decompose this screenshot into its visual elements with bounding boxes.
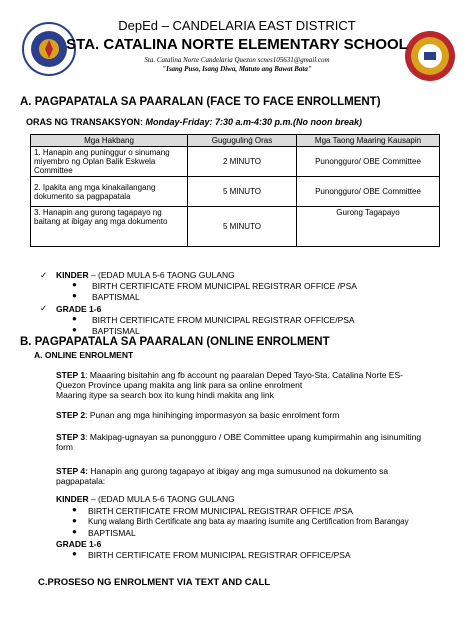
school-address: Sta. Catalina Norte Candelaria Quezon scnes105631@gmail.com bbox=[144, 56, 330, 64]
bullet-icon: ● bbox=[72, 516, 77, 525]
step-4: STEP 4: Hanapin ang gurong tagapayo at ibigay ang mga sumusunod na dokumento sa bbox=[56, 466, 389, 476]
transaction-hours: ORAS NG TRANSAKSYON: Monday-Friday: 7:30 a.m-4:30 p.m.(No noon break) bbox=[26, 117, 363, 127]
list-item: BIRTH CERTIFICATE FROM MUNICIPAL REGISTRAR OFFICE /PSA bbox=[88, 506, 353, 516]
table-cell: 2. Ipakita ang mga kinakailangang dokumento sa pagpapatala bbox=[31, 177, 188, 207]
step-1: STEP 1: Maaaring bisitahin ang fb account ng paaralan Deped Tayo-Sta. Catalina Norte ES- bbox=[56, 370, 403, 380]
table-cell: Punongguro/ OBE Committee bbox=[297, 147, 440, 177]
section-a-title: A. PAGPAPATALA SA PAARALAN (FACE TO FACE ENROLLMENT) bbox=[20, 96, 381, 108]
district-heading: DepEd – CANDELARIA EAST DISTRICT bbox=[118, 18, 356, 33]
grade-heading: GRADE 1-6 bbox=[56, 539, 102, 549]
table-row bbox=[31, 147, 440, 177]
step-3-line: form bbox=[56, 442, 73, 452]
school-name: STA. CATALINA NORTE ELEMENTARY SCHOOL bbox=[66, 36, 408, 53]
online-enrolment-subheading: A. ONLINE ENROLMENT bbox=[34, 350, 134, 360]
grade-heading: GRADE 1-6 bbox=[56, 304, 102, 314]
step-1-line: Maaring itype sa search box ito kung hindi makita ang link bbox=[56, 390, 274, 400]
section-b-title: B. PAGPAPATALA SA PAARALAN (ONLINE ENROLMENT bbox=[20, 336, 330, 348]
list-item: BIRTH CERTIFICATE FROM MUNICIPAL REGISTRAR OFFICE/PSA bbox=[88, 550, 351, 560]
bullet-icon: ● bbox=[72, 291, 77, 300]
list-item: Kung walang Birth Certificate ang bata ay maaring isumite ang Certification from Barangay bbox=[88, 517, 409, 526]
column-header: Mga Hakbang bbox=[31, 135, 188, 147]
list-item: BIRTH CERTIFICATE FROM MUNICIPAL REGISTRAR OFFICE /PSA bbox=[92, 281, 357, 291]
enrollment-steps-table bbox=[30, 134, 440, 247]
bullet-icon: ● bbox=[72, 505, 77, 514]
table-cell: 5 MINUTO bbox=[188, 207, 297, 247]
step-2: STEP 2: Punan ang mga hinihinging impormasyon sa basic enrolment form bbox=[56, 410, 340, 420]
section-c-title: C.PROSESO NG ENROLMENT VIA TEXT AND CALL bbox=[38, 577, 271, 588]
bullet-icon: ● bbox=[72, 527, 77, 536]
column-header: Gugugulinǵ Oras bbox=[188, 135, 297, 147]
list-item: BAPTISMAL bbox=[92, 326, 140, 336]
kinder-heading: KINDER – (EDAD MULA 5-6 TAONG GULANG bbox=[56, 494, 235, 504]
step-4-line: pagpapatala: bbox=[56, 476, 106, 486]
bullet-icon: ● bbox=[72, 325, 77, 334]
table-row bbox=[31, 207, 440, 247]
list-item: BAPTISMAL bbox=[88, 528, 136, 538]
check-icon: ✓ bbox=[40, 303, 48, 313]
table-row bbox=[31, 177, 440, 207]
table-cell: 3. Hanapin ang gurong tagapayo ng baitang at ibigay ang mga dokumento bbox=[31, 207, 188, 247]
bullet-icon: ● bbox=[72, 314, 77, 323]
bullet-icon: ● bbox=[72, 549, 77, 558]
table-cell: 5 MINUTO bbox=[188, 177, 297, 207]
table-cell: Gurong Tagapayo bbox=[297, 207, 440, 247]
table-cell: 1. Hanapin ang puninggur o sinumang miyembro ng Oplan Balik Eskwela Committee bbox=[31, 147, 188, 177]
table-cell: Punongguro/ OBE Committee bbox=[297, 177, 440, 207]
table-cell: 2 MINUTO bbox=[188, 147, 297, 177]
list-item: BAPTISMAL bbox=[92, 292, 140, 302]
step-1-line: Quezon Province upang makita ang link para sa online enrolment bbox=[56, 380, 303, 390]
school-motto: "Isang Puso, Isang Diwa, Matuto ang Bawat Bata" bbox=[162, 65, 312, 73]
check-icon: ✓ bbox=[40, 270, 48, 280]
kinder-heading: KINDER – (EDAD MULA 5-6 TAONG GULANG bbox=[56, 270, 235, 280]
list-item: BIRTH CERTIFICATE FROM MUNICIPAL REGISTRAR OFFICE/PSA bbox=[92, 315, 355, 325]
bullet-icon: ● bbox=[72, 280, 77, 289]
column-header: Mga Taong Maaring Kausapin bbox=[297, 135, 440, 147]
step-3: STEP 3: Makipag-ugnayan sa punongguro / OBE Committee upang kumpirmahin ang isinumiting bbox=[56, 432, 422, 442]
